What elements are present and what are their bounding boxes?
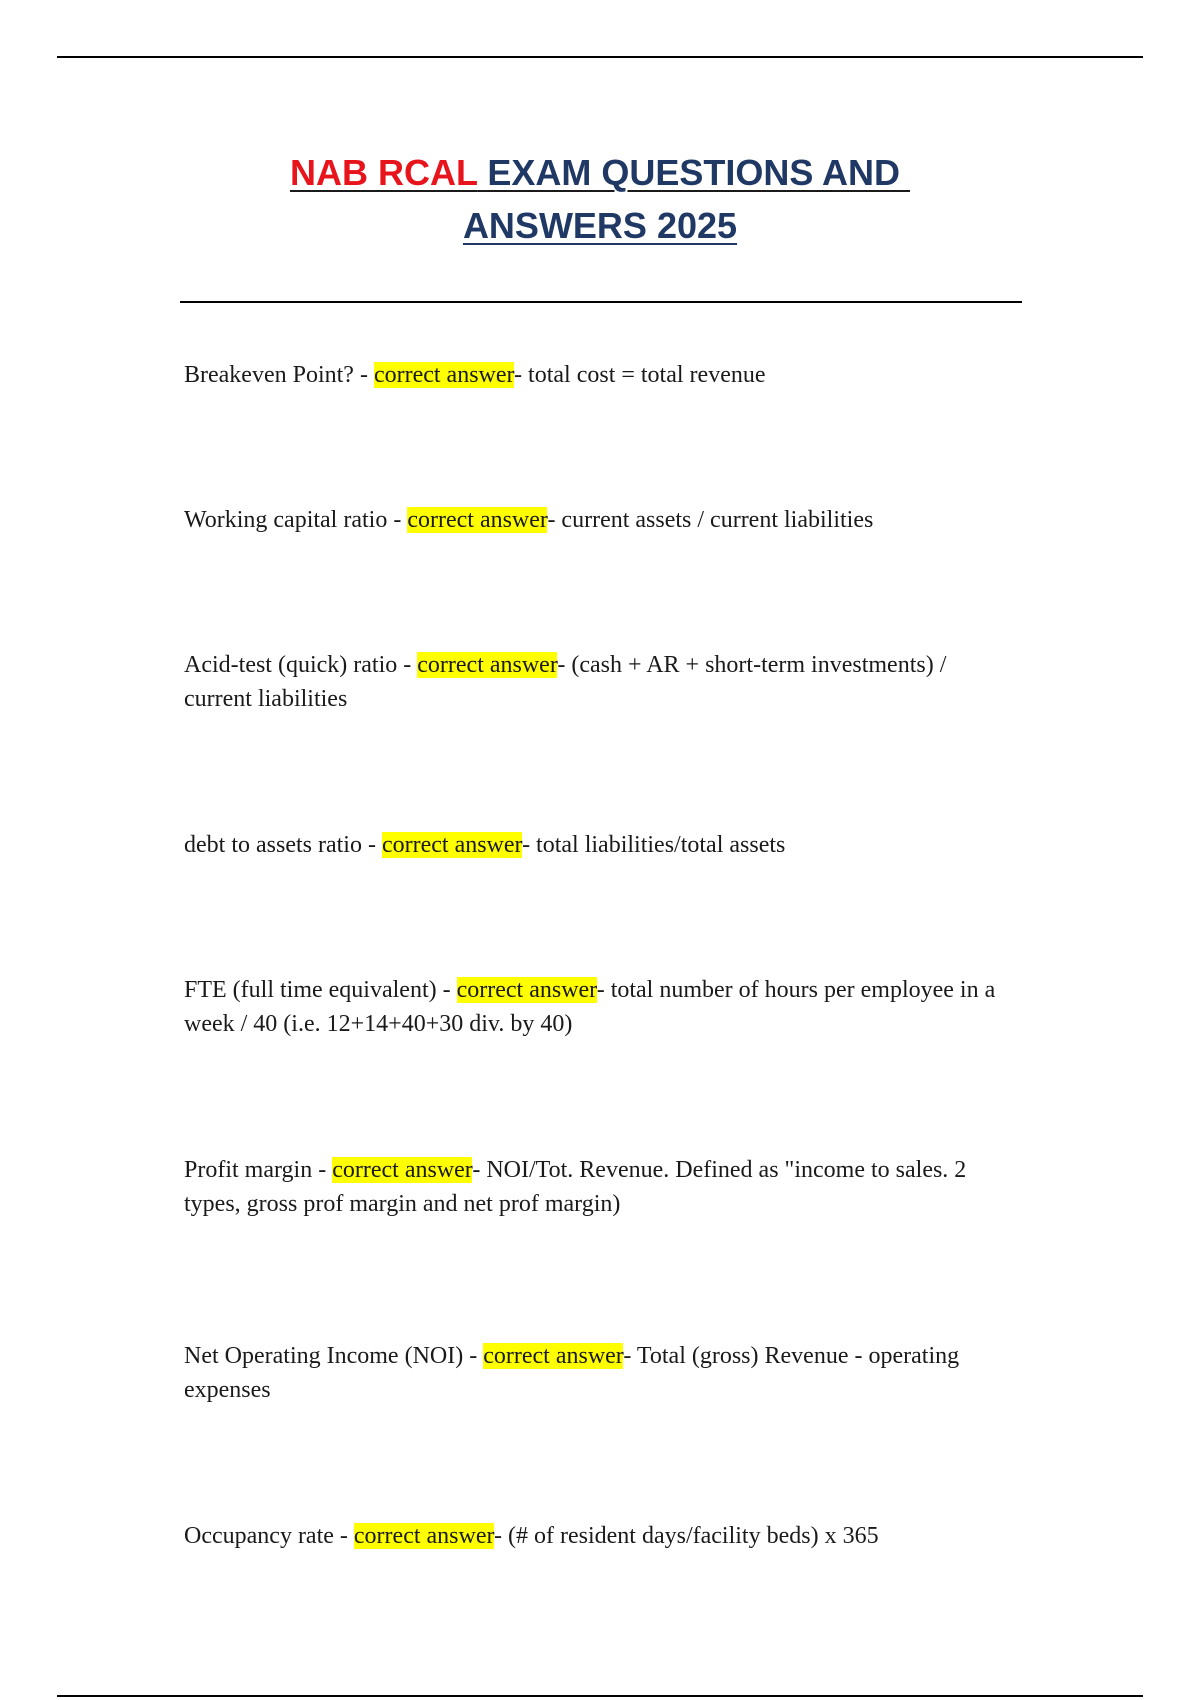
question-text: Profit margin - bbox=[184, 1157, 333, 1183]
question-text: debt to assets ratio - bbox=[184, 832, 382, 858]
correct-answer-label: correct answer bbox=[332, 1157, 473, 1183]
qa-item-working-capital bbox=[184, 503, 1004, 537]
answer-text: - total number of hours per employee in a week / 40 (i.e. 12+14+40+30 div. by 40) bbox=[184, 977, 996, 1037]
qa-item-debt-to-assets bbox=[184, 828, 1004, 862]
answer-text: - current assets / current liabilities bbox=[547, 507, 874, 533]
question-text: Breakeven Point? - bbox=[184, 362, 374, 388]
bottom-rule bbox=[57, 1695, 1143, 1697]
qa-item-profit-margin bbox=[184, 1153, 1004, 1221]
question-text: Acid-test (quick) ratio - bbox=[184, 652, 418, 678]
qa-item-noi bbox=[184, 1339, 1004, 1407]
correct-answer-label: correct answer bbox=[407, 507, 548, 533]
top-rule bbox=[57, 56, 1143, 58]
answer-text: - total cost = total revenue bbox=[514, 362, 766, 388]
correct-answer-label: correct answer bbox=[381, 832, 523, 858]
correct-answer-label: correct answer bbox=[353, 1523, 495, 1549]
correct-answer-label: correct answer bbox=[373, 362, 515, 388]
qa-item-acid-test bbox=[184, 648, 1004, 716]
qa-item-fte bbox=[184, 973, 1004, 1041]
question-text: Working capital ratio - bbox=[184, 507, 408, 533]
correct-answer-label: correct answer bbox=[417, 652, 558, 678]
qa-item-breakeven bbox=[184, 358, 1004, 392]
correct-answer-label: correct answer bbox=[483, 1343, 624, 1369]
title-line-1 bbox=[290, 146, 910, 199]
answer-text: - (cash + AR + short-term investments) / current liabilities bbox=[184, 652, 947, 712]
answer-text: - (# of resident days/facility beds) x 365 bbox=[494, 1523, 879, 1549]
qa-item-occupancy-rate bbox=[184, 1519, 1004, 1553]
title-navy-part: EXAM QUESTIONS AND bbox=[477, 152, 911, 193]
title-divider bbox=[180, 301, 1022, 303]
title-line-2: ANSWERS 2025 bbox=[462, 205, 738, 246]
answer-text: - Total (gross) Revenue - operating expenses bbox=[184, 1343, 960, 1403]
document-title bbox=[0, 146, 1200, 252]
question-text: Occupancy rate - bbox=[184, 1523, 354, 1549]
title-red-part: NAB RCAL bbox=[289, 152, 478, 193]
correct-answer-label: correct answer bbox=[456, 977, 597, 1003]
answer-text: - NOI/Tot. Revenue. Defined as "income to sales. 2 types, gross prof margin and net prof margin) bbox=[184, 1157, 967, 1217]
answer-text: - total liabilities/total assets bbox=[522, 832, 786, 858]
question-text: FTE (full time equivalent) - bbox=[184, 977, 457, 1003]
question-text: Net Operating Income (NOI) - bbox=[184, 1343, 484, 1369]
